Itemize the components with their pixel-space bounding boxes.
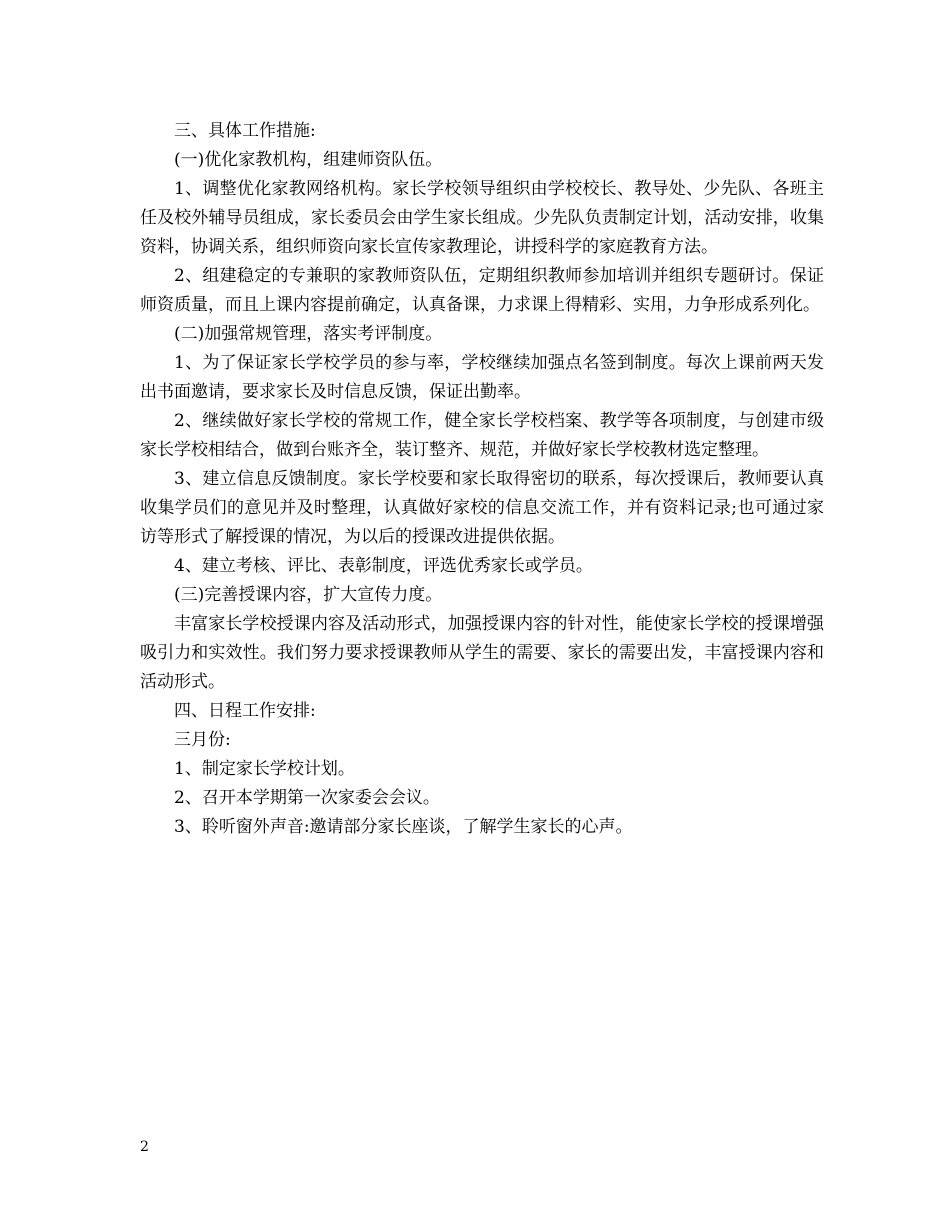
paragraph: 丰富家长学校授课内容及活动形式，加强授课内容的针对性，能使家长学校的授课增强吸引力和实效性。我们努力要求授课教师从学生的需要、家长的需要出发，丰富授课内容和活动形式。 — [140, 614, 824, 692]
paragraph: 1、为了保证家长学校学员的参与率，学校继续加强点名签到制度。每次上课前两天发出书面邀请，要求家长及时信息反馈，保证出勤率。 — [140, 353, 824, 402]
subsection-heading-3: (三)完善授课内容，扩大宣传力度。 — [174, 585, 443, 605]
subsection-heading-1: (一)优化家教机构，组建师资队伍。 — [174, 150, 443, 170]
paragraph: 2、组建稳定的专兼职的家教师资队伍，定期组织教师参加培训并组织专题研讨。保证师资质量，而且上课内容提前确定，认真备课，力求课上得精彩、实用，力争形成系列化。 — [140, 266, 824, 315]
document-body — [140, 117, 824, 842]
paragraph: 2、继续做好家长学校的常规工作，健全家长学校档案、教学等各项制度，与创建市级家长学校相结合，做到台账齐全，装订整齐、规范，并做好家长学校教材选定整理。 — [140, 411, 824, 460]
paragraph: 1、调整优化家教网络机构。家长学校领导组织由学校校长、教导处、少先队、各班主任及校外辅导员组成，家长委员会由学生家长组成。少先队负责制定计划，活动安排，收集资料，协调关系，组织师资向家长宣传家教理论，讲授科学的家庭教育方法。 — [140, 179, 824, 257]
page-number: 2 — [140, 1139, 149, 1155]
paragraph: 3、建立信息反馈制度。家长学校要和家长取得密切的联系，每次授课后，教师要认真收集学员们的意见并及时整理，认真做好家校的信息交流工作，并有资料记录;也可通过家访等形式了解授课的情况，为以后的授课改进提供依据。 — [140, 469, 824, 547]
list-item: 1、制定家长学校计划。 — [174, 759, 355, 779]
subsection-heading-2: (二)加强常规管理，落实考评制度。 — [174, 324, 443, 344]
section-heading-measures: 三、具体工作措施: — [174, 121, 316, 141]
list-item: 3、聆听窗外声音:邀请部分家长座谈，了解学生家长的心声。 — [174, 817, 633, 837]
list-item: 2、召开本学期第一次家委会会议。 — [174, 788, 440, 808]
paragraph: 4、建立考核、评比、表彰制度，评选优秀家长或学员。 — [174, 556, 593, 576]
section-heading-schedule: 四、日程工作安排: — [174, 701, 316, 721]
month-heading-march: 三月份: — [174, 730, 231, 750]
